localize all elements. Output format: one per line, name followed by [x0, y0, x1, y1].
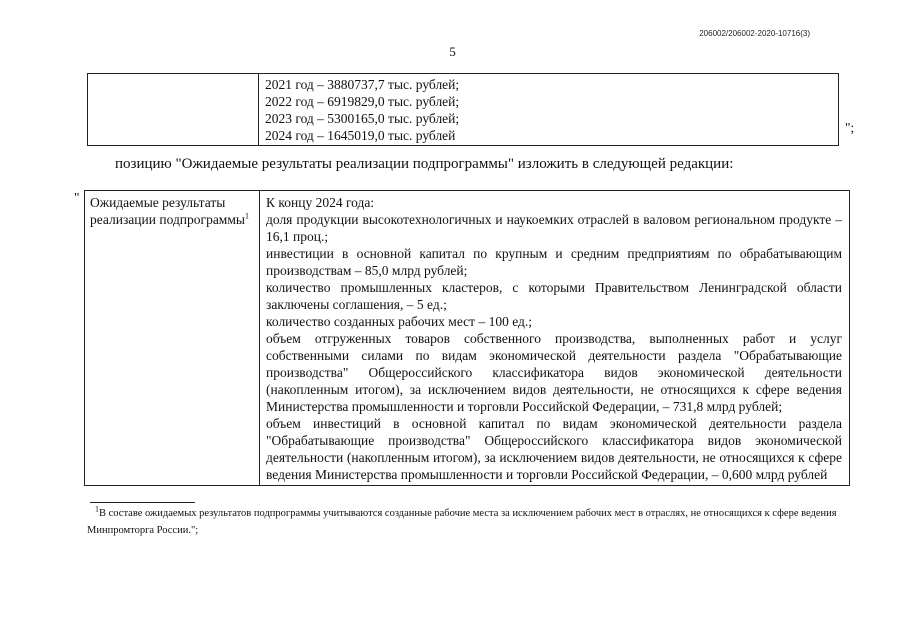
budget-line: 2022 год – 6919829,0 тыс. рублей; — [265, 94, 460, 109]
table-row — [85, 191, 850, 486]
result-item: доля продукции высокотехнологичных и наукоемких отраслей в валовом региональном продукте – 16,1 проц.; — [266, 212, 842, 244]
table-row — [88, 74, 839, 146]
result-item: количество созданных рабочих мест – 100 ед.; — [266, 314, 533, 329]
budget-table-values-cell — [259, 74, 839, 146]
budget-line: 2023 год – 5300165,0 тыс. рублей; — [265, 111, 460, 126]
opening-quote-mark: " — [74, 190, 80, 205]
results-table — [84, 190, 850, 486]
document-id: 206002/206002-2020-10716(3) — [699, 29, 810, 38]
results-label-cell — [85, 191, 260, 486]
footnote-divider — [90, 502, 195, 503]
results-label: Ожидаемые результаты реализации подпрограммы — [90, 195, 245, 227]
footnote — [87, 505, 862, 539]
budget-line: 2021 год – 3880737,7 тыс. рублей; — [265, 77, 460, 92]
page-number: 5 — [449, 44, 456, 59]
footnote-marker: 1 — [95, 504, 99, 514]
budget-table — [87, 73, 839, 146]
result-item: инвестиции в основной капитал по крупным и средним предприятиям по обрабатывающим производствам – 85,0 млрд рублей; — [266, 246, 842, 278]
results-intro: К концу 2024 года: — [266, 195, 375, 210]
result-item: объем инвестиций в основной капитал по видам экономической деятельности раздела "Обрабатывающие производства" Общероссийского классификатора видов экономической деятельности (накопленным итогом), за исключением видов деятельности, не относящихся к сфере ведения Министерства промышленности и торговли Российской Федерации, – 0,600 млрд рублей — [266, 416, 842, 482]
result-item: количество промышленных кластеров, с которыми Правительством Ленинградской области заключены соглашения, – 5 ед.; — [266, 280, 842, 312]
closing-quote-mark: "; — [845, 120, 855, 135]
budget-table-label-cell — [88, 74, 259, 146]
results-content-cell — [260, 191, 850, 486]
footnote-text: В составе ожидаемых результатов подпрограммы учитываются созданные рабочие места за исключением рабочих мест в отраслях, не относящихся к сфере ведения Минпромторга России."; — [87, 508, 837, 536]
footnote-reference: 1 — [244, 211, 249, 221]
instruction-paragraph: позицию "Ожидаемые результаты реализации подпрограммы" изложить в следующей редакции: — [115, 156, 734, 172]
result-item: объем отгруженных товаров собственного производства, выполненных работ и услуг собственными силами по видам экономической деятельности раздела "Обрабатывающие производства" Общероссийского классификатора видов экономической деятельности (накопленным итогом), за исключением видов деятельности, не относящихся к сфере ведения Министерства промышленности и торговли Российской Федерации, – 731,8 млрд рублей; — [266, 331, 842, 414]
budget-line: 2024 год – 1645019,0 тыс. рублей — [265, 128, 456, 143]
